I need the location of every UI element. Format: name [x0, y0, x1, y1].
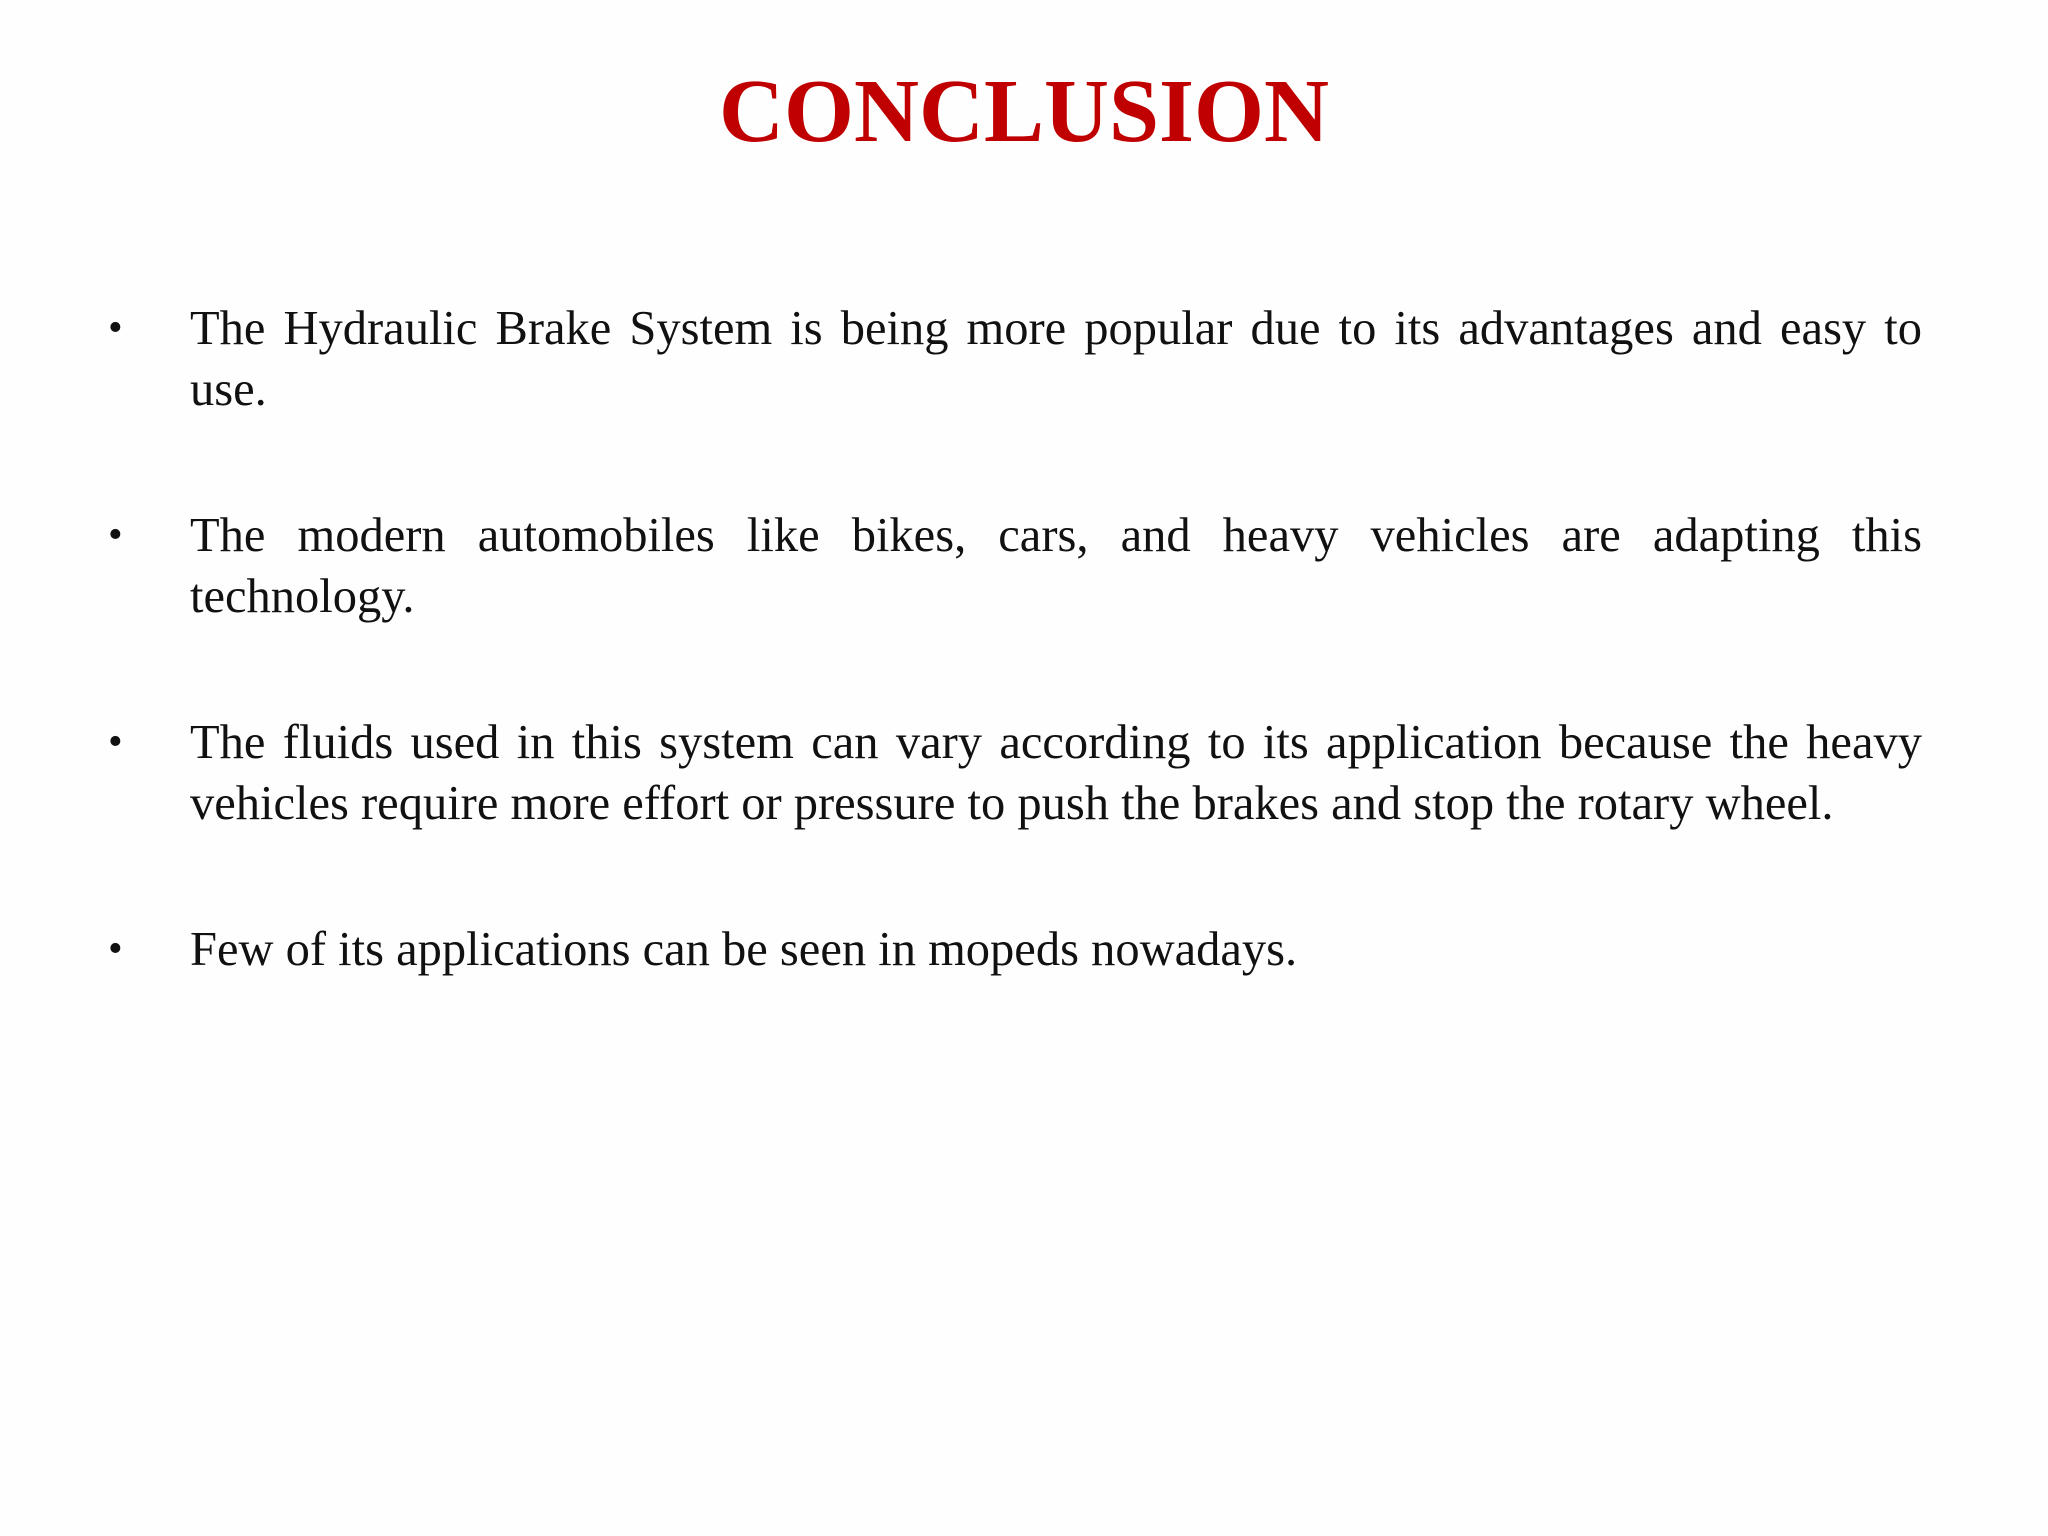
bullet-text: Few of its applications can be seen in mopeds nowadays.	[190, 923, 1298, 976]
list-item	[102, 298, 1922, 420]
slide-title: CONCLUSION	[718, 62, 1330, 161]
bullet-icon: •	[108, 719, 123, 765]
list-item	[102, 505, 1922, 627]
bullet-icon: •	[108, 305, 123, 351]
bullet-icon: •	[108, 926, 123, 972]
bullet-text: The modern automobiles like bikes, cars, and heavy vehicles are adapting this technology.	[190, 509, 1922, 623]
bullet-text: The Hydraulic Brake System is being more popular due to its advantages and easy to use.	[190, 302, 1922, 416]
bullet-text: The fluids used in this system can vary according to its application because the heavy vehicles require more effort or pressure to push the brakes and stop the rotary wheel.	[190, 716, 1922, 830]
bullet-list	[102, 298, 1922, 1065]
list-item	[102, 712, 1922, 834]
bullet-icon: •	[108, 512, 123, 558]
list-item	[102, 919, 1922, 980]
